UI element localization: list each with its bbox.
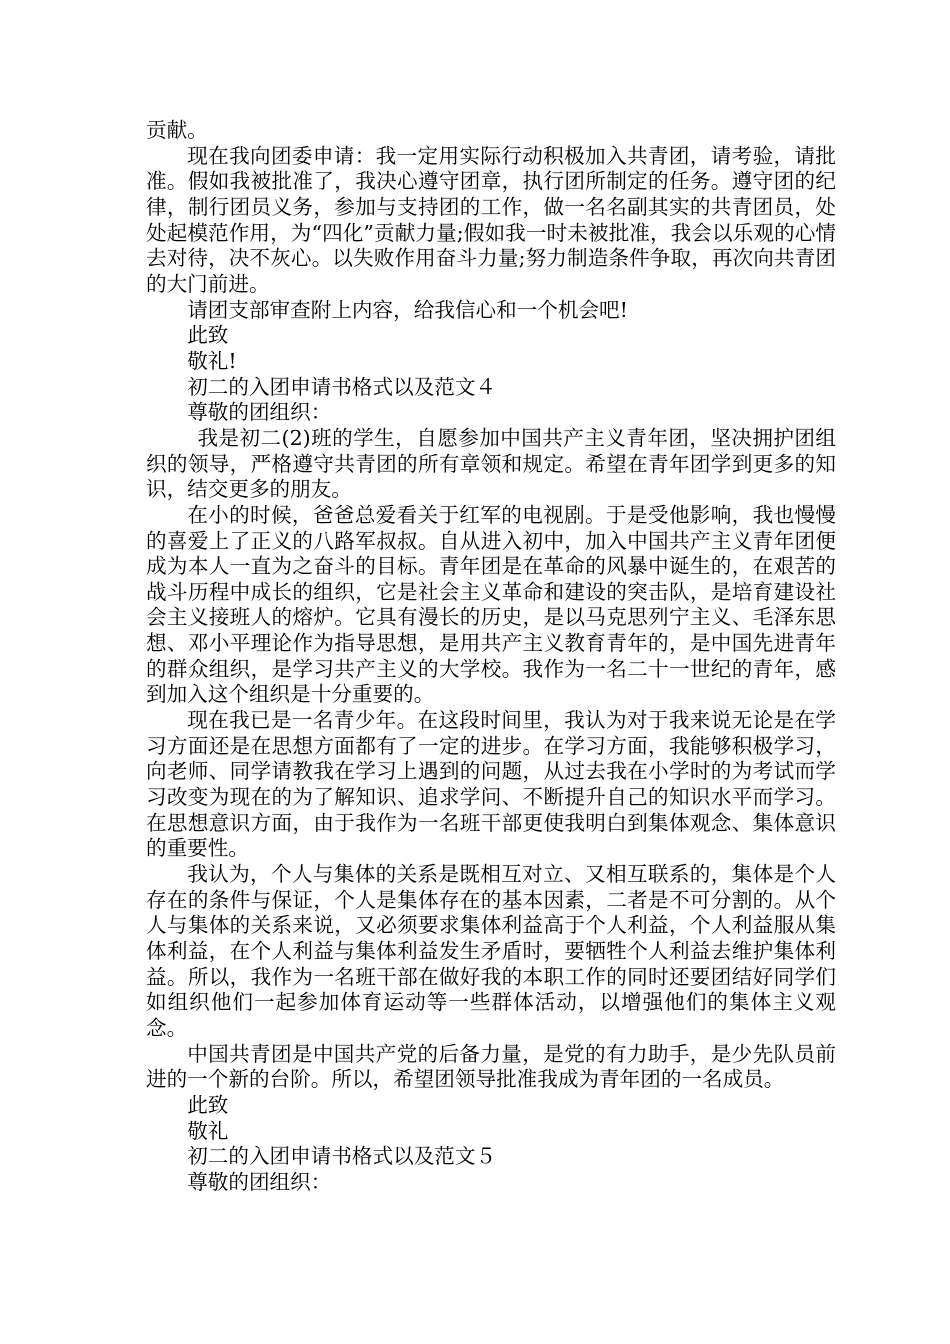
paragraph-progress: 现在我已是一名青少年。在这段时间里，我认为对于我来说无论是在学习方面还是在思想方面都有了一定的进步。在学习方面，我能够积极学习，向老师、同学请教我在学习上遇到的问题，从过去我在小学时的为考试而学习改变为现在的为了解知识、追求学问、不断提升自己的知识水平而学习。在思想意识方面，由于我作为一名班干部更使我明白到集体观念、集体意识的重要性。 [146,708,836,861]
paragraph-application: 现在我向团委申请：我一定用实际行动积极加入共青团，请考验，请批准。假如我被批准了，我决心遵守团章，执行团所制定的任务。遵守团的纪律，制行团员义务，参加与支持团的工作，做一名名副其实的共青团员，处处起模范作用，为“四化”贡献力量;假如我一时未被批准，我会以乐观的心情去对待，决不灰心。以失败作用奋斗力量;努力制造条件争取，再次向共青团的大门前进。 [146,143,836,296]
paragraph-collective: 我认为，个人与集体的关系是既相互对立、又相互联系的，集体是个人存在的条件与保证，个人是集体存在的基本因素，二者是不可分割的。从个人与集体的关系来说，又必须要求集体利益高于个人利益，个人利益服从集体利益，在个人利益与集体利益发生矛盾时，要牺牲个人利益去维护集体利益。所以，我作为一名班干部在做好我的本职工作的同时还要团结好同学们如组织他们一起参加体育运动等一些群体活动，以增强他们的集体主义观念。 [146,862,836,1040]
paragraph-conclusion: 中国共青团是中国共产党的后备力量，是党的有力助手，是少先队员前进的一个新的台阶。所以，希望团领导批准我成为青年团的一名成员。 [146,1041,836,1092]
document-page [146,118,836,1196]
paragraph-childhood: 在小的时候，爸爸总爱看关于红军的电视剧。于是受他影响，我也慢慢的喜爱上了正义的八路军叔叔。自从进入初中，加入中国共产主义青年团便成为本人一直为之奋斗的目标。青年团是在革命的风暴中诞生的，在艰苦的战斗历程中成长的组织，它是社会主义革命和建设的突击队，是培育建设社会主义接班人的熔炉。它具有漫长的历史，是以马克思列宁主义、毛泽东思想、邓小平理论作为指导思想，是用共产主义教育青年的，是中国先进青年的群众组织，是学习共产主义的大学校。我作为一名二十一世纪的青年，感到加入这个组织是十分重要的。 [146,502,836,707]
section-heading-4: 初二的入团申请书格式以及范文４ [187,374,497,399]
salutation: 尊敬的团组织： [187,400,332,425]
closing-jingli-2: 敬礼 [187,1118,229,1143]
paragraph-request-review: 请团支部审查附上内容，给我信心和一个机会吧! [187,297,628,322]
paragraph-contribution: 贡献。 [146,118,208,142]
salutation-2: 尊敬的团组织： [187,1169,332,1194]
section-heading-5: 初二的入团申请书格式以及范文５ [187,1144,497,1169]
closing-cizhi-2: 此致 [187,1092,229,1117]
paragraph-introduction: 我是初二(2)班的学生，自愿参加中国共产主义青年团，坚决拥护团组织的领导，严格遵守共青团的所有章领和规定。希望在青年团学到更多的知识，结交更多的朋友。 [146,425,836,502]
closing-cizhi: 此致 [187,323,229,348]
closing-jingli: 敬礼! [187,348,237,373]
